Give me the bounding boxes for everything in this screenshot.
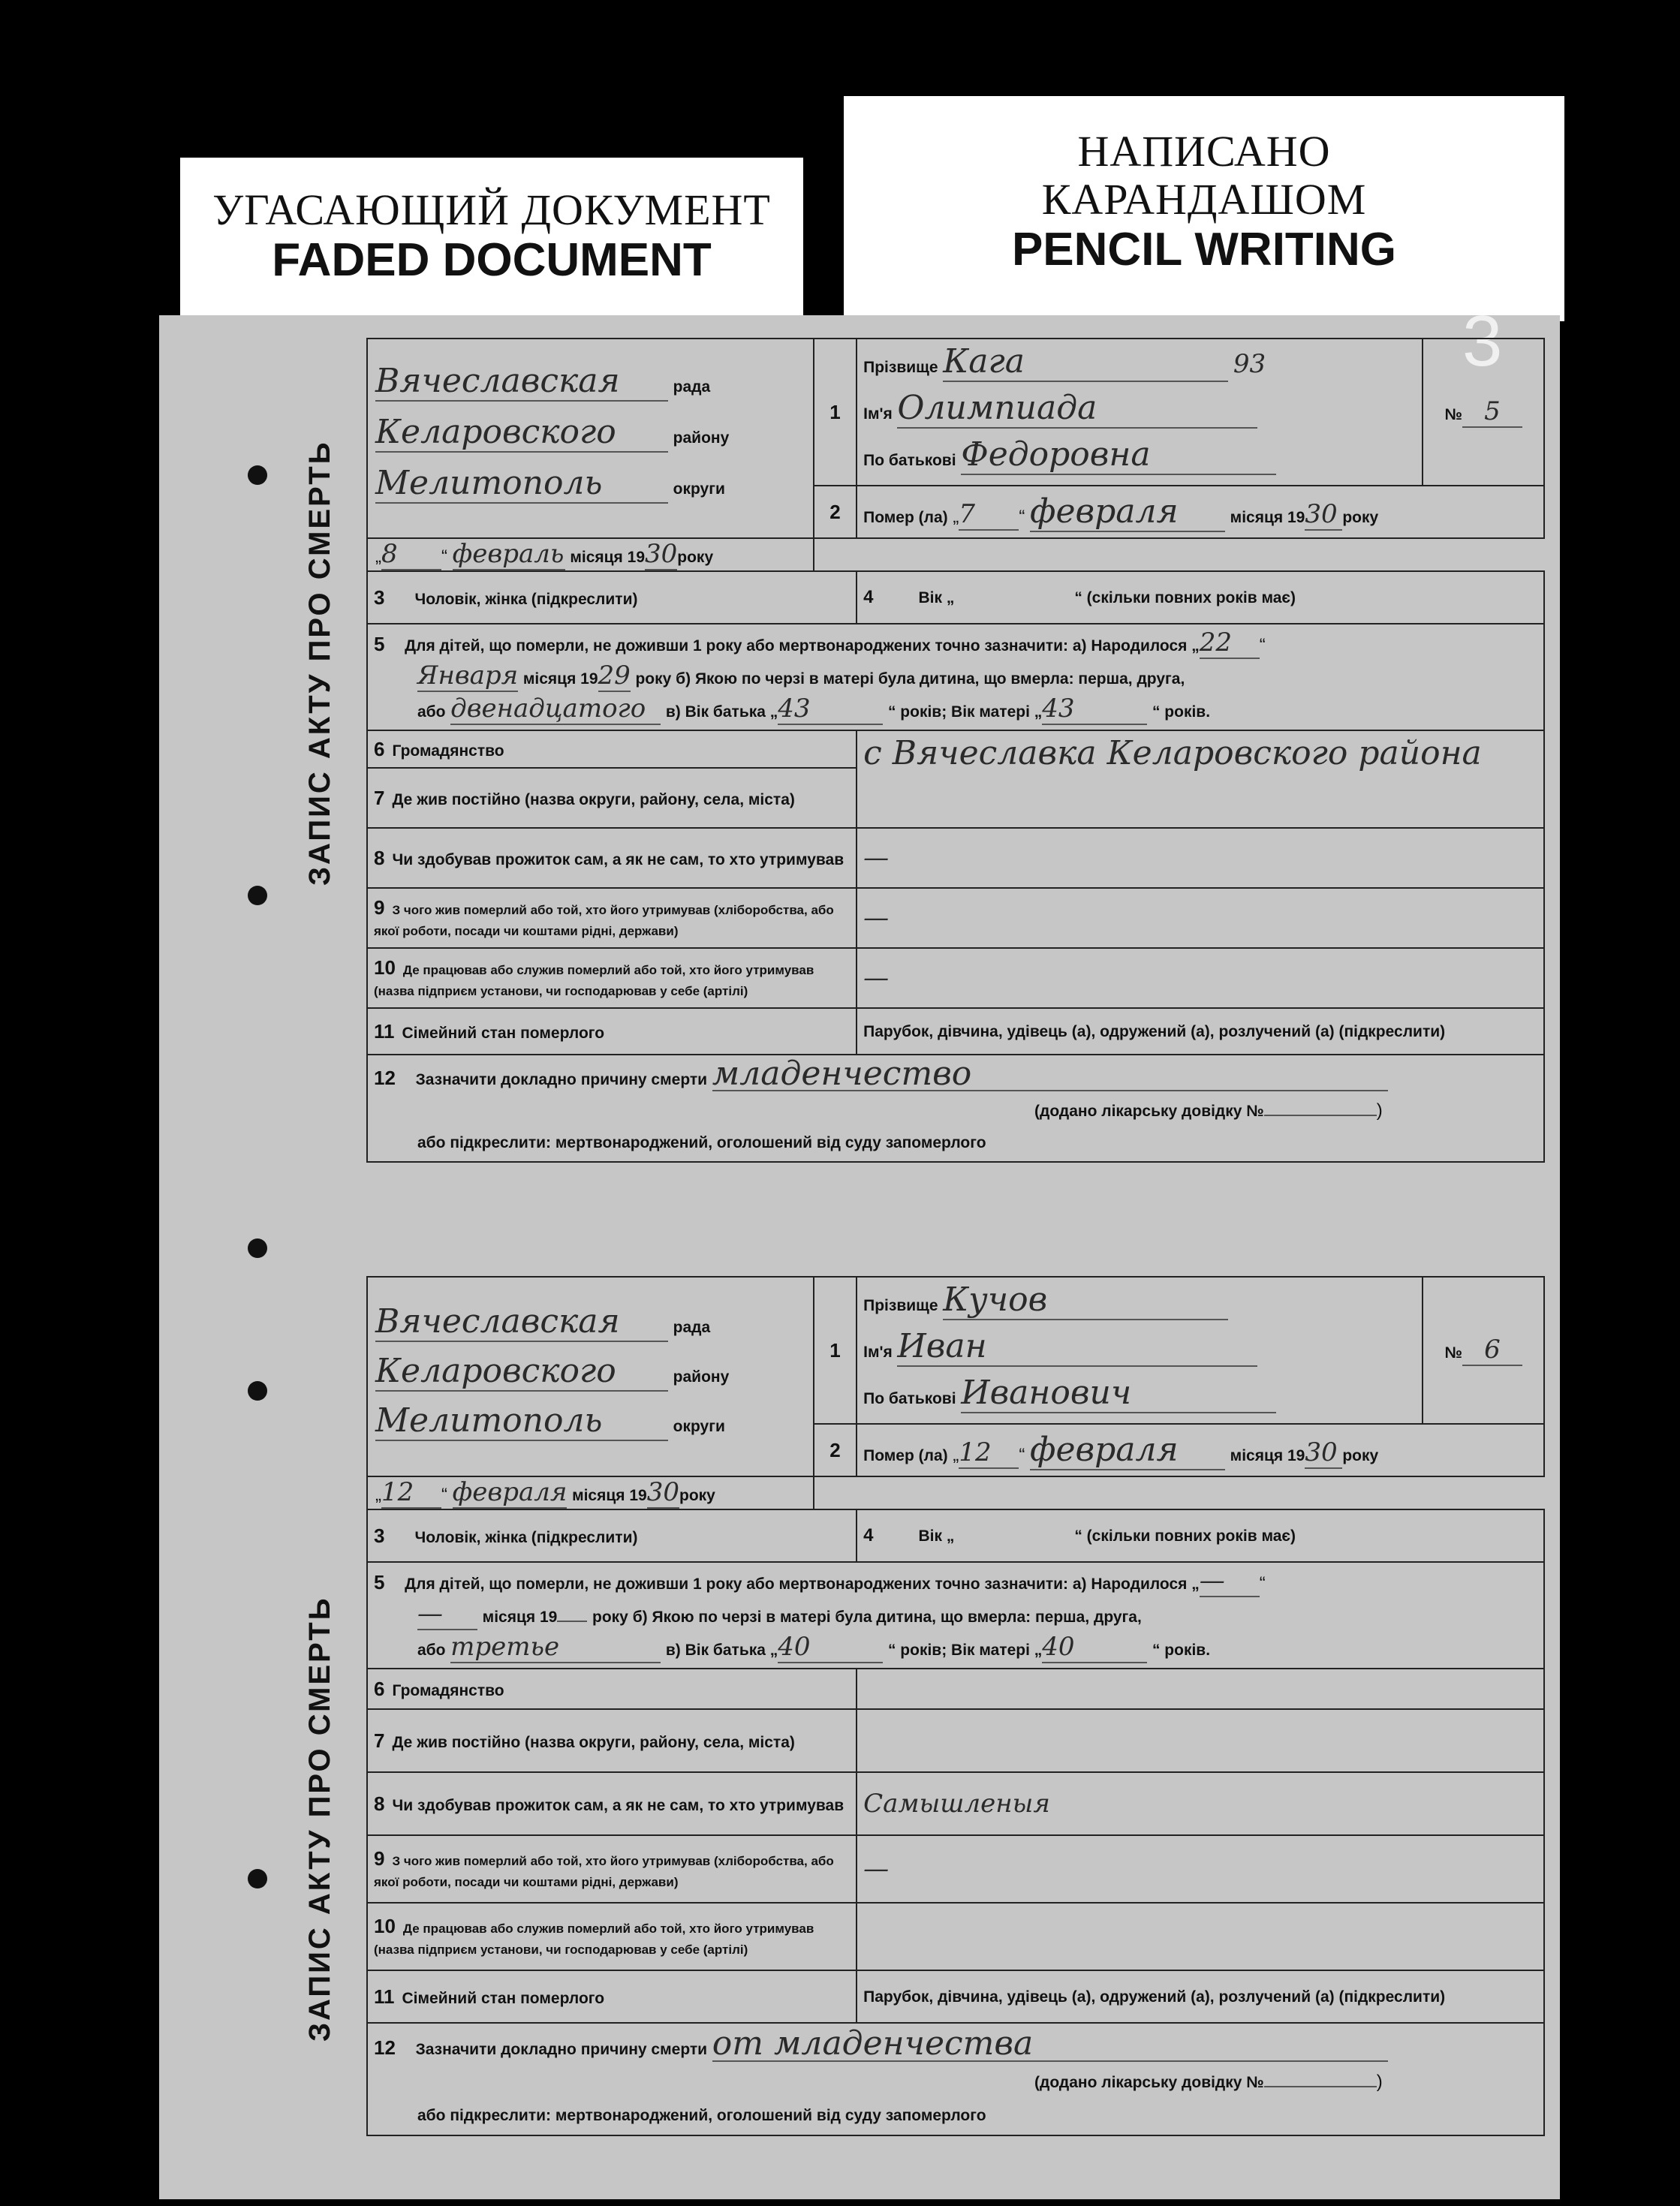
pencil-writing-label: [844, 96, 1564, 321]
rec1-children-text-1: Для дітей, що померли, не доживши 1 року або мертвонароджених точно зазначити: а) Народилося „: [405, 637, 1200, 655]
rec1-death-year-label: року: [1342, 508, 1379, 526]
rec2-number-label: №: [1444, 1344, 1462, 1362]
rec1-children-text-6: “ років; Вік матері „: [887, 703, 1043, 721]
rec1-reg-year-label: року: [677, 549, 714, 566]
faded-label-en: FADED DOCUMENT: [272, 234, 712, 286]
rec2-patronymic-value: Иванович: [961, 1374, 1276, 1413]
rec2-age-label: Вік „: [918, 1527, 955, 1545]
rec1-income-label: З чого жив померлий або той, хто його утримував (хліборобства, або якої роботи, посади чи коштами рідні, держави): [374, 902, 834, 938]
rec1-workplace-label: Де працював або служив померлий або той, хто його утримував (назва підприєм установи, чи господарював у себе (артілі): [374, 962, 814, 998]
rec2-name-value: Иван: [897, 1327, 1257, 1367]
rec1-patronymic-value: Федоровна: [961, 435, 1276, 475]
rec1-children-text-4: або: [417, 703, 446, 721]
rec1-marital-options: Парубок, дівчина, удівець (а), одружений (а), розлучений (а) (підкреслити): [863, 1023, 1446, 1040]
rec2-children-text-1: Для дітей, що померли, не доживши 1 року або мертвонароджених точно зазначити: а) Народилося „: [405, 1575, 1200, 1593]
rec2-death-month-label: місяця 19: [1230, 1446, 1305, 1464]
rec1-marital-label: Сімейний стан померлого: [402, 1024, 605, 1042]
rec1-certificate-label: (додано лікарську довідку №: [1034, 1103, 1264, 1120]
rec2-reg-month-label: місяця 19: [572, 1487, 647, 1504]
rec1-okrug-label: округи: [673, 480, 725, 498]
rec1-citizenship-label: Громадянство: [392, 742, 504, 760]
rec1-reg-month-label: місяця 19: [570, 549, 646, 566]
rec1-death-month-label: місяця 19: [1230, 508, 1305, 526]
rec2-stillborn-label: або підкреслити: мертвонароджений, оголошений від суду запомерлого: [417, 2106, 986, 2124]
rec1-name-label: Ім'я: [863, 405, 893, 423]
rec2-death-day: 12: [959, 1437, 1019, 1469]
rec1-name-value: Олимпиада: [897, 389, 1257, 429]
rec1-reg-day: 8: [381, 539, 441, 570]
rec2-sex-label: Чоловік, жінка (підкреслити): [414, 1528, 638, 1546]
rec1-reg-year: 30: [645, 539, 678, 569]
rec1-sex-label: Чоловік, жінка (підкреслити): [414, 590, 638, 608]
rec1-age-tail: “ (скільки повних років має): [1074, 589, 1296, 606]
rec2-children-text-3: року б) Якою по черзі в матері була дитина, що вмерла: перша, друга,: [592, 1609, 1142, 1626]
rec2-born-day: —: [1200, 1566, 1260, 1597]
rec2-death-year-label: року: [1342, 1446, 1379, 1464]
rec1-workplace-value: —: [863, 963, 890, 993]
rec1-age-label: Вік „: [918, 589, 955, 606]
faded-document-label: [180, 158, 803, 315]
rec1-children-text-7: “ років.: [1152, 703, 1211, 721]
rec2-livelihood-value: Самышленыя: [863, 1789, 1050, 1819]
rec2-children-text-4: або: [417, 1642, 446, 1659]
pencil-label-en: PENCIL WRITING: [1011, 224, 1397, 275]
rec2-certificate-label: (додано лікарську довідку №: [1034, 2073, 1264, 2091]
rec2-born-year: [557, 1621, 587, 1622]
pencil-label-ru-2: КАРАНДАШОМ: [1041, 175, 1367, 224]
rec1-children-text-3: року б) Якою по черзі в матері була дитина, що вмерла: перша, друга,: [635, 670, 1185, 688]
rec2-reg-day: 12: [381, 1477, 441, 1509]
rec2-rada-value: Вячеславская: [375, 1302, 668, 1342]
record-2-table: Вячеславская рада Келаровского району Мелитополь округи 1 Прізвище Кучов Ім'я Иван По батькові Иванович № 6 2 Помер (ла) „12 “ февраля місяця 1930 року „12 “ февраля місяця 1930року 3 Чоловік, жінка (підкреслити) 4 Вік „ “ (скільки повних років має) 5 Для дітей, що померли, не доживши 1 року або мертвонароджених точно зазначити: а) Народилося „— “ — місяця 19 року б) Якою по черзі в матері була дитина, що вмерла: перша, друга, або третье в) Вік батька „40 “ років; Вік матері „40 “ років. 6 Громадянство 7 Де жив постійно (назва округи, району, села, міста) 8 Чи здобував прожиток сам, а як не сам, то хто утримував Самышленыя 9 З чого жив померлий або той, хто його утримував (хліборобства, або якої роботи, посади чи коштами рідні, держави) — 10 Де працював або служив померлий або той, хто його утримував (назва підприєм установи, чи господарював у себе (артілі) 11 Сімейний стан померлого Парубок, дівчина, удівець (а), одружений (а), розлучений (а) (підкреслити) 12 Зазначити докладно причину смерти от младенчества (додано лікарську довідку № ) або підкреслити: мертвонароджений, оголошений від суду запомерлого: [366, 1276, 1545, 2136]
rec2-marital-label: Сімейний стан померлого: [402, 1989, 605, 2007]
rec2-death-year: 30: [1305, 1437, 1342, 1469]
rec2-raion-value: Келаровского: [375, 1352, 668, 1392]
rec1-father-age: 43: [778, 694, 883, 725]
rec1-death-month: февраля: [1030, 492, 1225, 532]
rec1-cause-value: младенчество: [712, 1058, 1388, 1091]
rec2-order-value: третье: [450, 1632, 661, 1663]
rec2-children-text-6: “ років; Вік матері „: [887, 1642, 1043, 1659]
rec1-rada-value: Вячеславская: [375, 362, 668, 402]
rec1-income-value: —: [863, 903, 890, 933]
rec1-death-year: 30: [1305, 499, 1342, 531]
rec1-surname-value: Кага: [943, 342, 1228, 382]
rec1-born-month: Января: [417, 661, 519, 691]
rec2-reg-year: 30: [646, 1477, 679, 1507]
rec1-number-value: 5: [1462, 396, 1522, 428]
rec2-cause-value: от младенчества: [712, 2027, 1388, 2062]
rec2-mother-age: 40: [1042, 1632, 1147, 1663]
rec2-livelihood-label: Чи здобував прожиток сам, а як не сам, то хто утримував: [392, 1796, 845, 1814]
rec2-income-label: З чого жив померлий або той, хто його утримував (хліборобства, або якої роботи, посади чи коштами рідні, держави): [374, 1853, 834, 1889]
rec1-livelihood-label: Чи здобував прожиток сам, а як не сам, то хто утримував: [392, 850, 845, 868]
rec2-age-tail: “ (скільки повних років має): [1074, 1527, 1296, 1545]
rec1-reg-month: февраль: [452, 539, 565, 569]
rec2-death-month: февраля: [1030, 1431, 1225, 1470]
record-2-side-title: ЗАПИС АКТУ ПРО СМЕРТЬ: [303, 1596, 336, 2042]
rec1-children-text-5: в) Вік батька „: [665, 703, 778, 721]
death-record-1: [291, 338, 1560, 1193]
rec2-rada-label: рада: [673, 1319, 711, 1336]
rec1-mother-age: 43: [1042, 694, 1147, 725]
rec2-marital-options: Парубок, дівчина, удівець (а), одружений (а), розлучений (а) (підкреслити): [863, 1988, 1446, 2006]
rec2-children-text-7: “ років.: [1152, 1642, 1211, 1659]
record-1-table: Вячеславская рада Келаровского району Мелитополь округи 1 Прізвище Кага 93 Ім'я Олимпиада По батькові Федоровна № 5 2 Помер (ла) „7 “ февраля місяця 1930 року „8 “ февраль місяця 1930року 3 Чоловік, жінка (підкреслити) 4 Вік „ “ (скільки повних років має) 5 Для дітей, що померли, не доживши 1 року або мертвонароджених точно зазначити: а) Народилося „22 “ Января місяця 1929 року б) Якою по черзі в матері була дитина, що вмерла: перша, друга, або двенадцатого в) Вік батька „43 “ років; Вік матері „43 “ років. 6 Громадянство с Вячеславка Келаровского района 7 Де жив постійно (назва округи, району, села, міста) 8 Чи здобував прожиток сам, а як не сам, то хто утримував — 9 З чого жив померлий або той, хто його утримував (хліборобства, або якої роботи, посади чи коштами рідні, держави) — 10 Де працював або служив померлий або той, хто його утримував (назва підприєм установи, чи господарював у себе (артілі) — 11 Сімейний стан померлого Парубок, дівчина, удівець (а), одружений (а), розлучений (а) (підкреслити) 12 Зазначити докладно причину смерти младенчество (додано лікарську довідку № ) або підкреслити: мертвонароджений, оголошений від суду запомерлого: [366, 338, 1545, 1163]
rec1-patronymic-label: По батькові: [863, 452, 956, 469]
rec2-children-text-2: місяця 19: [482, 1609, 558, 1626]
rec2-raion-label: району: [673, 1368, 730, 1386]
rec1-children-text-2: місяця 19: [522, 670, 598, 688]
death-record-2: [291, 1276, 1560, 2177]
rec2-reg-month: февраля: [452, 1477, 568, 1507]
rec1-born-day: 22: [1200, 627, 1260, 659]
rec1-raion-label: району: [673, 429, 730, 447]
rec2-residence-label: Де жив постійно (назва округи, району, села, міста): [392, 1733, 795, 1751]
rec2-okrug-label: округи: [673, 1418, 725, 1435]
rec1-death-day: 7: [959, 499, 1019, 531]
rec1-number-label: №: [1444, 406, 1462, 423]
rec1-stillborn-label: або підкреслити: мертвонароджений, оголошений від суду запомерлого: [417, 1134, 986, 1151]
rec1-died-label: Помер (ла): [863, 508, 948, 526]
faded-label-ru: УГАСАЮЩИЙ ДОКУМЕНТ: [212, 185, 771, 234]
rec2-surname-value: Кучов: [943, 1281, 1228, 1320]
rec2-citizenship-label: Громадянство: [392, 1681, 504, 1699]
rec2-income-value: —: [863, 1854, 890, 1884]
page-number: 3: [1462, 301, 1503, 381]
pencil-label-ru-1: НАПИСАНО: [1077, 127, 1331, 176]
rec1-residence-value: с Вячеславка Келаровского района: [863, 734, 1482, 772]
rec2-reg-year-label: року: [679, 1487, 715, 1504]
rec1-raion-value: Келаровского: [375, 413, 668, 453]
rec1-rada-label: рада: [673, 378, 711, 396]
rec2-cause-label: Зазначити докладно причину смерти: [415, 2040, 708, 2058]
rec1-surname-label: Прізвище: [863, 359, 938, 376]
rec2-born-month: —: [417, 1599, 477, 1630]
rec2-died-label: Помер (ла): [863, 1446, 948, 1464]
rec2-father-age: 40: [778, 1632, 883, 1663]
rec1-side-mark: 93: [1233, 349, 1266, 379]
rec1-born-year: 29: [598, 661, 631, 691]
rec2-children-text-5: в) Вік батька „: [665, 1642, 778, 1659]
rec2-number-value: 6: [1462, 1335, 1522, 1366]
rec2-okrug-value: Мелитополь: [375, 1401, 668, 1441]
record-1-side-title: ЗАПИС АКТУ ПРО СМЕРТЬ: [303, 440, 336, 886]
rec1-order-value: двенадцатого: [450, 694, 661, 725]
rec1-okrug-value: Мелитополь: [375, 464, 668, 504]
rec1-cause-label: Зазначити докладно причину смерти: [415, 1071, 708, 1088]
rec1-livelihood-value: —: [863, 843, 890, 873]
binding-holes: [248, 0, 270, 2206]
rec1-residence-label: Де жив постійно (назва округи, району, села, міста): [392, 790, 795, 808]
rec2-surname-label: Прізвище: [863, 1297, 938, 1314]
rec2-workplace-label: Де працював або служив померлий або той, хто його утримував (назва підприєм установи, чи господарював у себе (артілі): [374, 1921, 814, 1957]
rec2-patronymic-label: По батькові: [863, 1390, 956, 1407]
rec2-name-label: Ім'я: [863, 1344, 893, 1361]
